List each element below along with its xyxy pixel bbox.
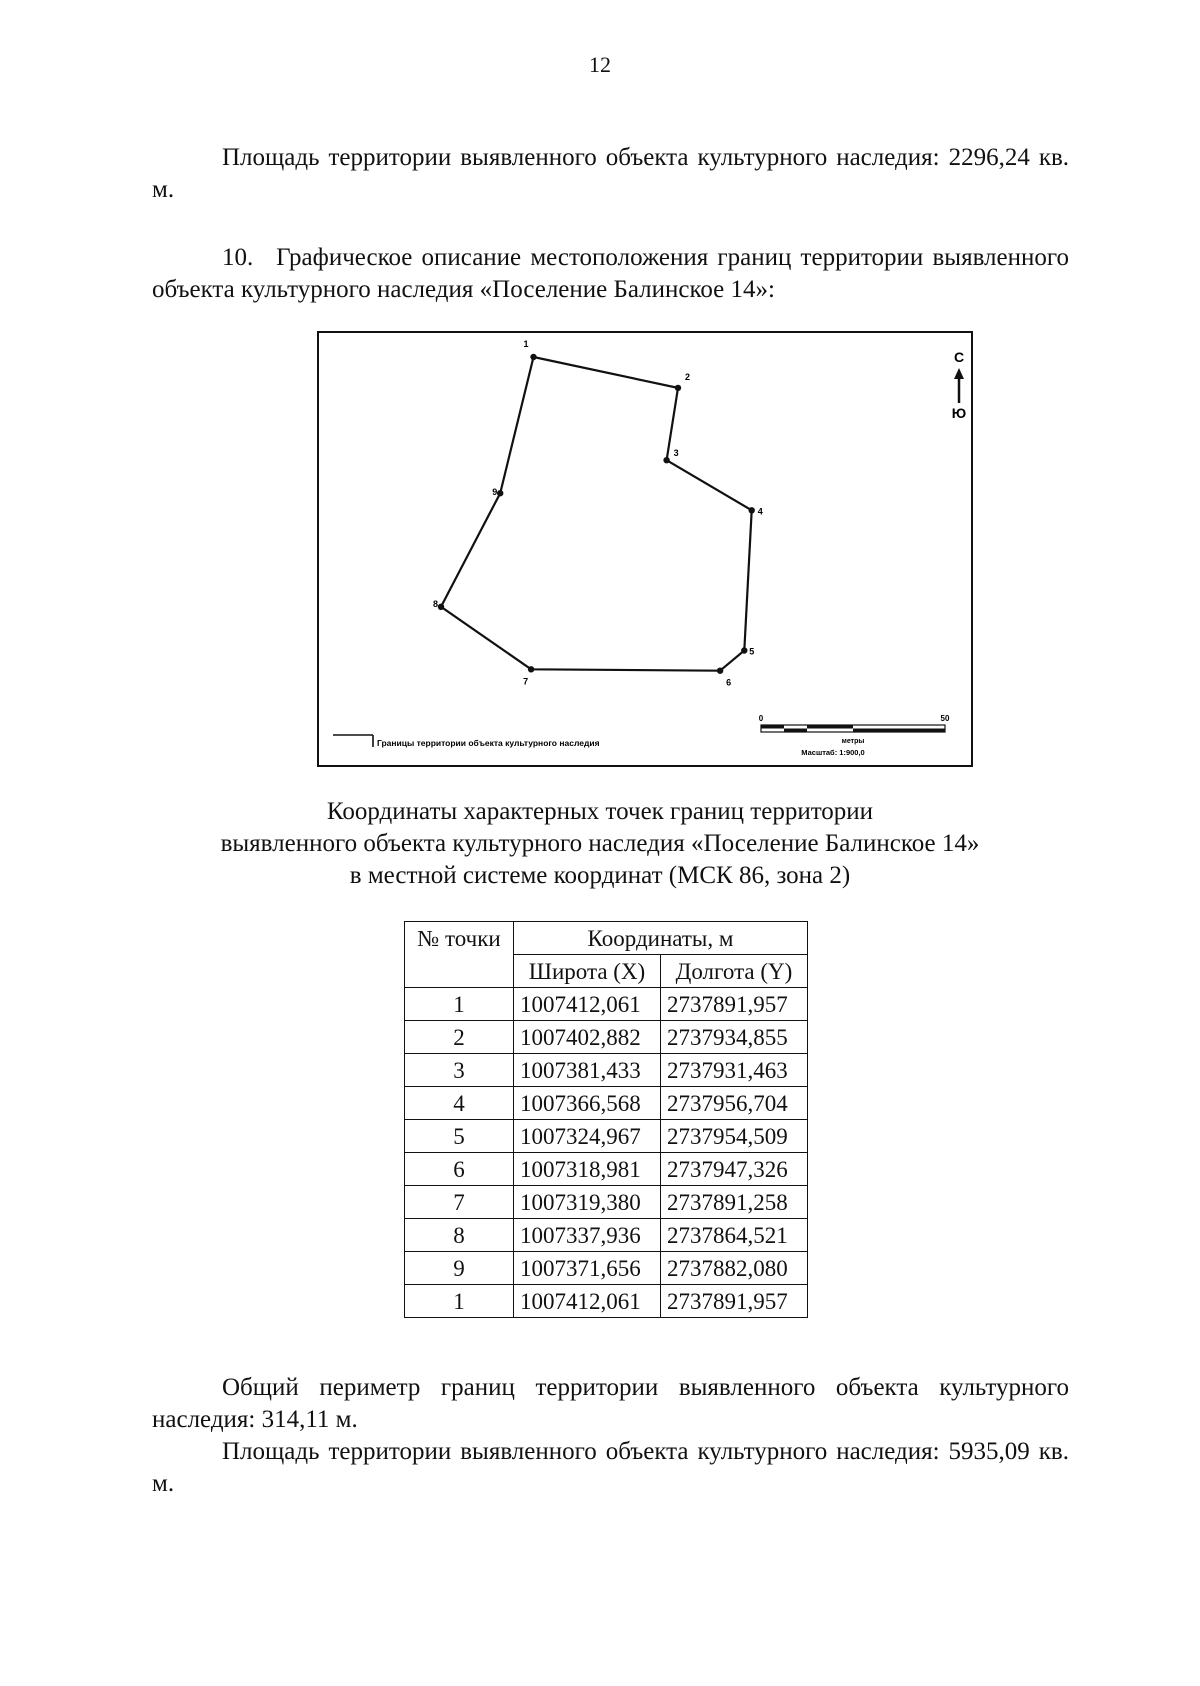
area-paragraph-1: [152, 142, 1069, 206]
cell-x: 1007412,061: [514, 1285, 661, 1318]
point-label-3: 3: [673, 448, 679, 459]
point-label-7: 7: [523, 676, 529, 687]
header-x: Широта (X): [514, 955, 661, 988]
header-coords: Координаты, м: [514, 922, 808, 955]
cell-y: 2737947,326: [661, 1153, 808, 1186]
table-row: [405, 1153, 808, 1186]
table-row: [405, 1054, 808, 1087]
cell-point: 1: [405, 1285, 514, 1318]
coordinates-table: [404, 921, 808, 1318]
point-label-9: 9: [492, 487, 498, 498]
section-10-paragraph: [152, 242, 1069, 306]
cell-y: 2737882,080: [661, 1252, 808, 1285]
cell-y: 2737954,509: [661, 1120, 808, 1153]
cell-x: 1007337,936: [514, 1219, 661, 1252]
point-label-6: 6: [726, 677, 732, 688]
point-label-1: 1: [523, 339, 529, 349]
cell-x: 1007412,061: [514, 988, 661, 1021]
cell-point: 1: [405, 988, 514, 1021]
table-row: [405, 1252, 808, 1285]
legend-text: Границы территории объекта культурного наследия: [377, 738, 600, 748]
map-legend: [333, 735, 600, 748]
boundary-point-5: [741, 647, 747, 653]
table-row: [405, 1285, 808, 1318]
boundary-point-7: [528, 666, 534, 672]
section-text: Графическое описание местоположения границ территории выявленного объекта культурного наследия «Поселение Балинское 14»:: [152, 244, 1069, 303]
boundary-point-4: [749, 507, 755, 513]
scale-start: 0: [758, 714, 764, 723]
coordinates-heading: [0, 796, 1200, 892]
table-row: [405, 1087, 808, 1120]
cell-point: 4: [405, 1087, 514, 1120]
page-number: 12: [589, 52, 611, 77]
scale-bar: [759, 714, 950, 757]
table-header-row: [405, 922, 808, 955]
header-y: Долгота (Y): [661, 955, 808, 988]
cell-y: 2737931,463: [661, 1054, 808, 1087]
table-row: [405, 988, 808, 1021]
scale-text: Масштаб: 1:900,0: [801, 748, 865, 757]
table-row: [405, 1120, 808, 1153]
compass-north: С: [953, 349, 965, 365]
perimeter-paragraph: Общий периметр границ территории выявленного объекта культурного наследия: 314,11 м.: [152, 1374, 1069, 1433]
scale-end: 50: [940, 714, 950, 723]
area-value: 2296,24 кв. м.: [152, 144, 1070, 203]
cell-x: 1007381,433: [514, 1054, 661, 1087]
cell-point: 6: [405, 1153, 514, 1186]
boundary-point-3: [663, 457, 669, 463]
cell-point: 8: [405, 1219, 514, 1252]
table-row: [405, 1186, 808, 1219]
scale-unit: метры: [841, 738, 865, 745]
cell-x: 1007324,967: [514, 1120, 661, 1153]
cell-y: 2737956,704: [661, 1087, 808, 1120]
point-label-8: 8: [433, 598, 439, 609]
cell-point: 2: [405, 1021, 514, 1054]
point-label-5: 5: [749, 646, 755, 657]
cell-y: 2737891,957: [661, 988, 808, 1021]
heading-line-2: выявленного объекта культурного наследия «Поселение Балинское 14»: [220, 830, 980, 857]
north-arrow-icon: [952, 349, 966, 421]
boundary-point-2: [675, 385, 681, 391]
cell-x: 1007319,380: [514, 1186, 661, 1219]
cell-x: 1007402,882: [514, 1021, 661, 1054]
cell-x: 1007371,656: [514, 1252, 661, 1285]
header-point: № точки: [405, 922, 514, 988]
cell-y: 2737891,258: [661, 1186, 808, 1219]
boundary-point-6: [717, 668, 723, 674]
table-row: [405, 1021, 808, 1054]
cell-point: 5: [405, 1120, 514, 1153]
heading-line-3: в местной системе координат (МСК 86, зона 2): [349, 862, 851, 889]
cell-x: 1007318,981: [514, 1153, 661, 1186]
boundary-point-8: [438, 604, 444, 610]
boundary-point-9: [497, 490, 503, 496]
cell-y: 2737934,855: [661, 1021, 808, 1054]
boundary-map: [317, 331, 973, 767]
cell-point: 7: [405, 1186, 514, 1219]
compass-south: Ю: [951, 405, 967, 421]
boundary-map-canvas: [319, 333, 971, 765]
cell-y: 2737864,521: [661, 1219, 808, 1252]
point-label-4: 4: [757, 506, 763, 517]
boundary-point-1: [530, 354, 536, 360]
cell-point: 3: [405, 1054, 514, 1087]
area-text: Площадь территории выявленного объекта культурного наследия:: [222, 144, 940, 171]
cell-y: 2737891,957: [661, 1285, 808, 1318]
section-number: 10.: [222, 244, 254, 271]
area-paragraph-2: Площадь территории выявленного объекта культурного наследия: 5935,09 кв. м.: [152, 1438, 1069, 1497]
heading-line-1: Координаты характерных точек границ территории: [326, 798, 874, 825]
point-label-2: 2: [685, 371, 691, 382]
table-row: [405, 1219, 808, 1252]
boundary-polygon: [441, 357, 755, 671]
cell-x: 1007366,568: [514, 1087, 661, 1120]
cell-point: 9: [405, 1252, 514, 1285]
